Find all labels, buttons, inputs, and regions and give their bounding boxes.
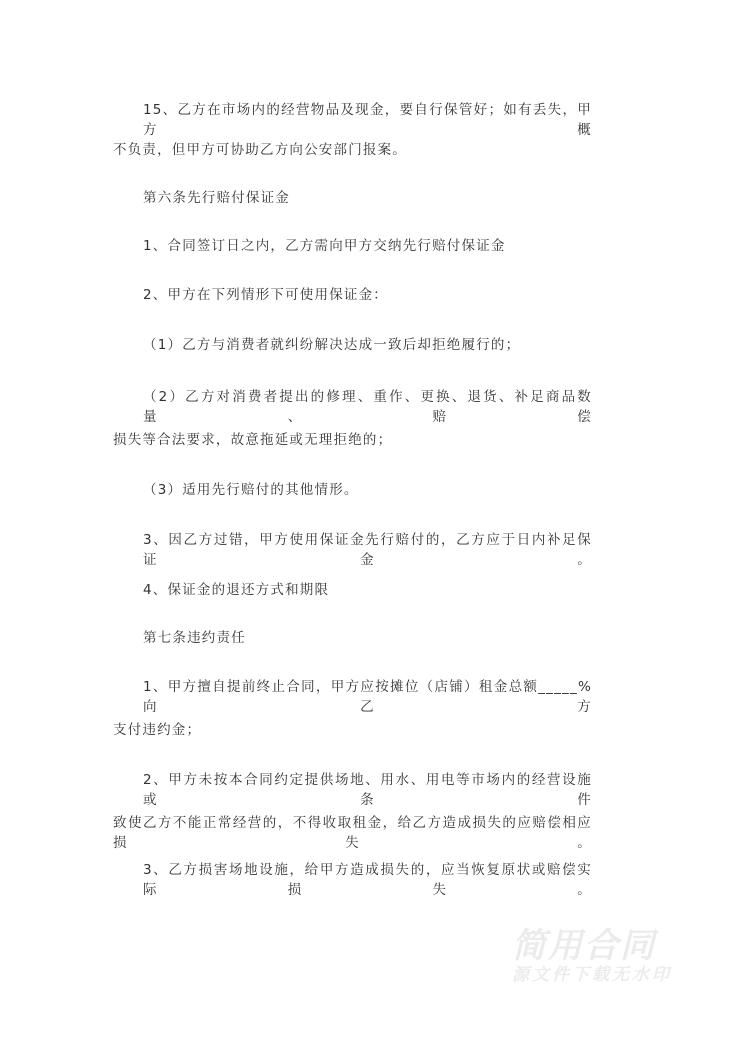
watermark-subtitle: 源文件下载无水印 xyxy=(512,965,672,985)
paragraph-line: 3、因乙方过错，甲方使用保证金先行赔付的，乙方应于日内补足保证金。 xyxy=(143,532,592,568)
paragraph-line: 不负责，但甲方可协助乙方向公安部门报案。 xyxy=(113,142,407,158)
paragraph-line: 3、乙方损害场地设施，给甲方造成损失的，应当恢复原状或赔偿实际损失。 xyxy=(143,862,592,898)
paragraph-line: 致使乙方不能正常经营的，不得收取租金，给乙方造成损失的应赔偿相应损失。 xyxy=(113,815,592,851)
paragraph-line: 1、甲方擅自提前终止合同，甲方应按摊位（店铺）租金总额_____%向乙方 xyxy=(143,679,592,715)
watermark-title: 简用合同 xyxy=(512,926,656,966)
paragraph-line: 支付违约金； xyxy=(113,722,202,738)
paragraph-line: 4、保证金的退还方式和期限 xyxy=(143,582,330,598)
paragraph-line: 15、乙方在市场内的经营物品及现金，要自行保管好；如有丢失，甲方概 xyxy=(143,102,592,138)
paragraph-line: 损失等合法要求，故意拖延或无理拒绝的； xyxy=(113,432,393,448)
paragraph-line: 2、甲方在下列情形下可使用保证金： xyxy=(143,287,388,303)
paragraph-line: 2、甲方未按本合同约定提供场地、用水、用电等市场内的经营设施或条件 xyxy=(143,772,592,808)
paragraph-line: （3）适用先行赔付的其他情形。 xyxy=(143,482,359,498)
paragraph-line: （1）乙方与消费者就纠纷解决达成一致后却拒绝履行的； xyxy=(143,337,521,353)
paragraph-line: 1、合同签订日之内，乙方需向甲方交纳先行赔付保证金 xyxy=(143,238,506,254)
paragraph-line: （2）乙方对消费者提出的修理、重作、更换、退货、补足商品数量、赔偿 xyxy=(143,389,592,425)
section-heading: 第六条先行赔付保证金 xyxy=(143,190,290,206)
section-heading: 第七条违约责任 xyxy=(143,630,246,646)
